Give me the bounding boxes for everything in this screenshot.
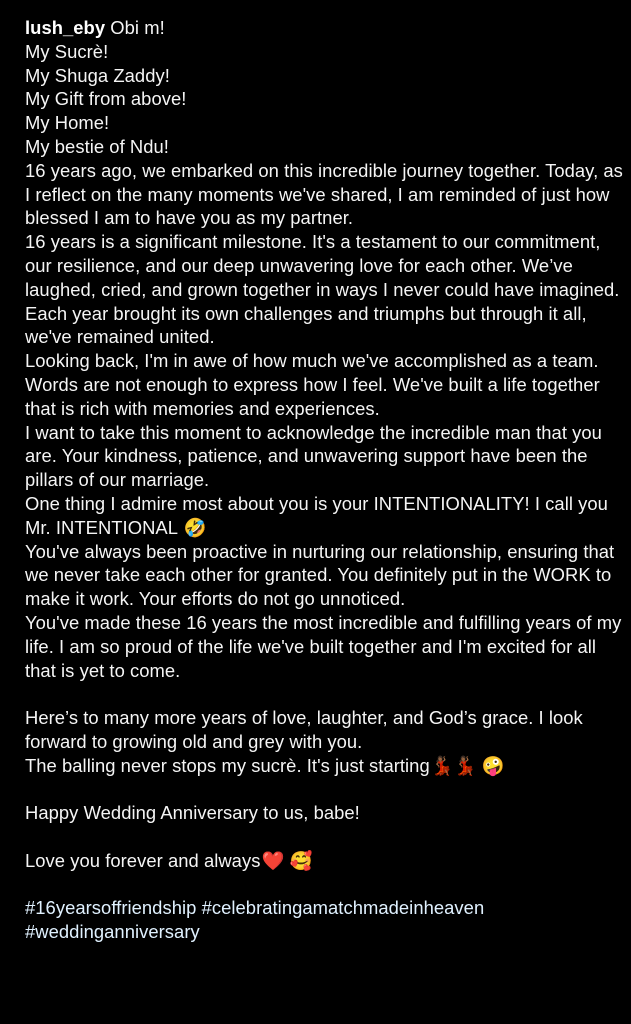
- caption-paragraph-acknowledge: I want to take this moment to acknowledge the incredible man that you are. Your kindness, patience, and unwavering support have been the pillars of our marriage.: [25, 421, 608, 491]
- caption-spacer: [25, 873, 625, 897]
- caption-line-gift: My Gift from above!: [25, 88, 187, 110]
- caption-first-line: [25, 16, 625, 40]
- post-caption: [25, 16, 629, 944]
- hashtag-link[interactable]: #weddinganniversary: [25, 921, 200, 943]
- caption-spacer: [25, 825, 625, 849]
- caption-paragraph-milestone: 16 years is a significant milestone. It's a testament to our commitment, our resilience, and our deep unwavering love for each other. We’ve laughed, cried, and grown together in ways I never could have imagined. Each year brought its own challenges and triumphs but through it all, we've remained united.: [25, 231, 625, 348]
- caption-paragraph-heres-to: Here’s to many more years of love, laughter, and God’s grace. I look forward to growing old and grey with you.: [25, 707, 588, 752]
- caption-paragraph-intentional: [25, 492, 625, 540]
- laughing-emoji-icon: 🤣: [183, 516, 207, 538]
- love-text: Love you forever and always: [25, 849, 261, 871]
- caption-paragraph-sixteen-years: You've made these 16 years the most incredible and fulfilling years of my life. I am so proud of the life we've built together and I'm excited for all that is yet to come.: [25, 611, 627, 681]
- caption-line-home: My Home!: [25, 112, 110, 134]
- dancer-emoji-icon: 💃🏾💃🏾 🤪: [430, 754, 505, 776]
- caption-opening-text: Obi m!: [105, 17, 165, 38]
- caption-paragraph-proactive: You've always been proactive in nurturing our relationship, ensuring that we never take each other for granted. You definitely put in the WORK to make it work. Your efforts do not go unnoticed.: [25, 540, 620, 610]
- hashtag-link[interactable]: #16yearsoffriendship: [25, 897, 197, 919]
- caption-love: [25, 849, 625, 873]
- caption-paragraph-journey: 16 years ago, we embarked on this incredible journey together. Today, as I reflect on the many moments we've shared, I am reminded of just how blessed I am to have you as my partner.: [25, 159, 629, 229]
- caption-line-sucre: My Sucrè!: [25, 40, 109, 62]
- heart-emoji-icon: ❤️ 🥰: [261, 849, 313, 871]
- caption-line-bestie: My bestie of Ndu!: [25, 135, 169, 157]
- caption-paragraph-balling: [25, 754, 625, 778]
- caption-line-shuga-zaddy: My Shuga Zaddy!: [25, 64, 170, 86]
- caption-spacer: [25, 778, 625, 802]
- intentional-text: One thing I admire most about you is your INTENTIONALITY! I call you Mr. INTENTIONAL: [25, 492, 614, 538]
- hashtag-link[interactable]: #celebratingamatchmadeinheaven: [201, 897, 485, 919]
- caption-spacer: [25, 682, 625, 706]
- caption-hashtags: [25, 896, 625, 944]
- caption-anniversary: Happy Wedding Anniversary to us, babe!: [25, 802, 360, 824]
- username-link[interactable]: lush_eby: [25, 17, 106, 38]
- balling-text: The balling never stops my sucrè. It's just starting: [25, 754, 430, 776]
- caption-paragraph-looking-back: Looking back, I'm in awe of how much we've accomplished as a team. Words are not enough to express how I feel. We've built a life together that is rich with memories and experiences.: [25, 350, 605, 419]
